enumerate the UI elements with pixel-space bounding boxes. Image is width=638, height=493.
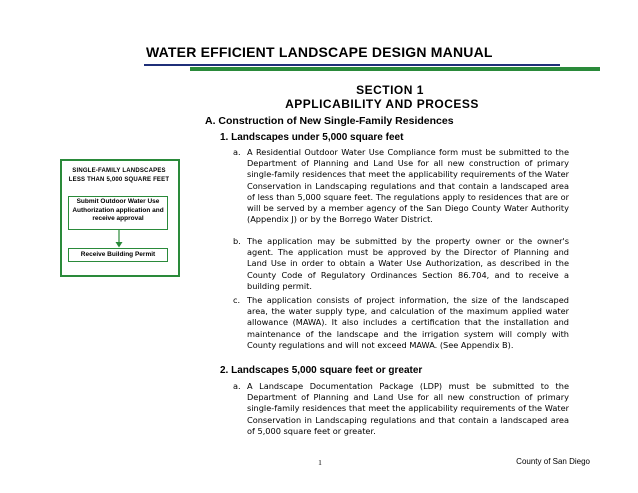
flowchart-heading	[66, 167, 172, 185]
list-item	[233, 295, 569, 351]
flowchart-step-permit: Receive Building Permit	[68, 248, 168, 262]
footer-county: County of San Diego	[516, 457, 590, 466]
list-item-label: a.	[233, 381, 241, 391]
list-item-text: A Landscape Documentation Package (LDP) must be submitted to the Department of Planning and Land Use for all new construction of primary single-family residences that meet the applicability requirements of the Water Conservation in Landscaping regulations and that contain a landscaped area of 5,000 square feet or greater.	[247, 381, 569, 436]
flowchart-heading-line2: LESS THAN 5,000 SQUARE FEET	[68, 177, 170, 183]
list-item-label: c.	[233, 295, 241, 305]
list-item	[233, 147, 569, 225]
document-title: WATER EFFICIENT LANDSCAPE DESIGN MANUAL	[146, 44, 493, 60]
subsection-2-heading: 2. Landscapes 5,000 square feet or greater	[220, 365, 423, 376]
part-a-heading: A. Construction of New Single-Family Residences	[205, 115, 454, 127]
section-number: SECTION 1	[356, 83, 424, 97]
list-item-text: A Residential Outdoor Water Use Compliance form must be submitted to the Department of Planning and Land Use for all new construction of primary single-family residences that meet the applicability requirements of the Water Conservation in Landscaping regulations and that contain a landscaped area of less than 5,000 square feet. The regulations apply to residences that are or will be served by a member agency of the San Diego County Water Authority (Appendix J) or by the Borrego Water District.	[247, 147, 569, 225]
flowchart-arrow-icon	[114, 230, 124, 248]
list-item-label: b.	[233, 236, 241, 246]
header-rule-green	[190, 67, 600, 71]
section-title: APPLICABILITY AND PROCESS	[285, 97, 479, 111]
list-item-text: The application may be submitted by the property owner or the owner's agent. The application must be approved by the Director of Planning and Land Use in order to obtain a Water Use Authorization, as described in the County Code of Regulatory Ordinances Section 86.704, and to receive a building permit.	[247, 236, 569, 291]
list-item-label: a.	[233, 147, 241, 157]
flowchart-heading-line1: SINGLE-FAMILY LANDSCAPES	[72, 168, 166, 174]
subsection-1-heading: 1. Landscapes under 5,000 square feet	[220, 132, 404, 143]
list-item	[233, 236, 569, 292]
list-item-text: The application consists of project information, the size of the landscaped area, the water supply type, and calculation of the maximum applied water allowance (MAWA). It also includes a certification that the installation and maintenance of the landscape and the irrigation system will comply with County regulations and will not exceed MAWA. (See Appendix B).	[247, 295, 569, 350]
page-number: 1	[318, 458, 322, 467]
list-item	[233, 381, 569, 437]
header-rule-blue	[144, 64, 560, 66]
flowchart-step-submit: Submit Outdoor Water Use Authorization application and receive approval	[68, 196, 168, 230]
